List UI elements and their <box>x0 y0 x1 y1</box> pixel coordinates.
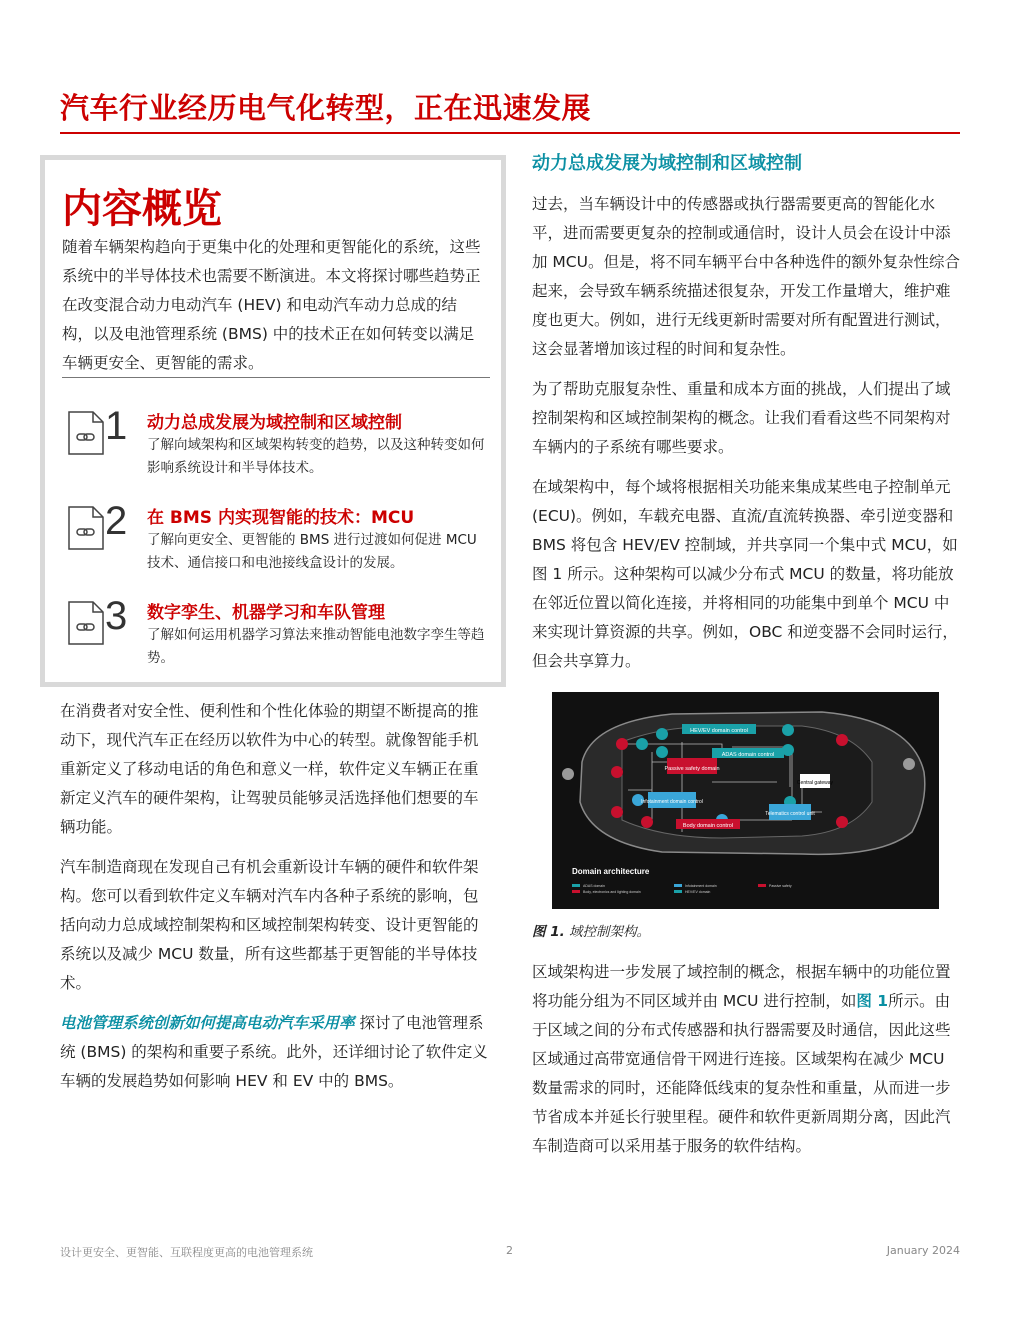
ecu-marker <box>562 768 574 780</box>
figure-link[interactable]: 图 1 <box>856 992 889 1010</box>
page-title: 汽车行业经历电气化转型，正在迅速发展 <box>60 91 592 125</box>
domain-architecture-figure <box>552 692 939 909</box>
overview-body: 随着车辆架构趋向于更集中化的处理和更智能化的系统，这些系统中的半导体技术也需要不断演进。本文将探讨哪些趋势正在改变混合动力电动汽车 (HEV) 和电动汽车动力总成的结构，以及电池管理系统 (BMS) 中的技术正在如何转变以满足车辆更安全、更智能的需求。 <box>62 238 481 372</box>
overview-item-1[interactable] <box>67 404 487 488</box>
legend-entry: ADAS domain <box>583 884 605 888</box>
footer-document-title: 设计更安全、更智能、互联程度更高的电池管理系统 <box>60 1246 313 1259</box>
right-column-continued <box>532 958 960 1172</box>
car-diagram <box>552 692 939 909</box>
document-link-icon <box>67 410 105 456</box>
paragraph: 为了帮助克服复杂性、重量和成本方面的挑战，人们提出了域控制架构和区域控制架构的概念。让我们看看这些不同架构对车辆内的子系统有哪些要求。 <box>532 380 951 456</box>
footer-date: January 2024 <box>886 1244 960 1257</box>
document-link-icon <box>67 600 105 646</box>
paragraph: 区域架构进一步发展了域控制的概念，根据车辆中的功能位置将功能分组为不同区域并由 MCU 进行控制，如图 1所示。由于区域之间的分布式传感器和执行器需要及时通信，因此这些区域通过高带宽通信骨干网进行连接。区域架构在减少 MCU 数量需求的同时，还能降低线束的复杂性和重量，从而进一步节省成本并延长行驶里程。硬件和软件更新周期分离，因此汽车制造商可以采用基于服务的软件结构。 <box>532 963 951 1155</box>
paragraph: 在域架构中，每个域将根据相关功能来集成某些电子控制单元 (ECU)。例如，车载充电器、直流/直流转换器、牵引逆变器和 BMS 将包含 HEV/EV 控制域，并共享同一个集中式 MCU，如图 1 所示。这种架构可以减少分布式 MCU 的数量，将功能放在邻近位置以简化连接，并将相同的功能集中到单个 MCU 中来实现计算资源的共享。例如，OBC 和逆变器不会同时运行，但会共享算力。 <box>532 478 958 670</box>
telematics-label: Telematics control unit <box>765 811 815 817</box>
item-title[interactable]: 在 BMS 内实现智能的技术：MCU <box>147 508 415 528</box>
passive-safety-label: Passive safety domain <box>664 766 720 772</box>
ecu-marker <box>782 724 794 736</box>
ecu-marker <box>641 816 653 828</box>
figure-caption: 图 1. 域控制架构。 <box>532 924 651 940</box>
item-number: 2 <box>105 499 128 543</box>
item-number: 3 <box>105 594 128 638</box>
left-column <box>60 697 488 1107</box>
title-divider <box>60 132 960 134</box>
overview-box <box>40 155 506 687</box>
ecu-marker <box>611 766 623 778</box>
paragraph: 汽车制造商现在发现自己有机会重新设计车辆的硬件和软件架构。您可以看到软件定义车辆对汽车内各种子系统的影响，包括向动力总成域控制架构和区域控制架构转变、设计更智能的系统以及减少 MCU 数量，所有这些都基于更智能的半导体技术。 <box>60 858 479 992</box>
paragraph: 在消费者对安全性、便利性和个性化体验的期望不断提高的推动下，现代汽车正在经历以软件为中心的转型。就像智能手机重新定义了移动电话的角色和意义一样，软件定义车辆正在重新定义汽车的硬件架构，让驾驶员能够灵活选择他们想要的车辆功能。 <box>60 702 479 836</box>
section-heading: 动力总成发展为域控制和区域控制 <box>532 153 802 174</box>
overview-title: 内容概览 <box>62 186 222 232</box>
paragraph: 电池管理系统创新如何提高电动汽车采用率 探讨了电池管理系统 (BMS) 的架构和重要子系统。此外，还详细讨论了软件定义车辆的发展趋势如何影响 HEV 和 EV 中的 BMS。 <box>60 1014 488 1090</box>
hev-domain-label: HEV/EV domain control <box>690 728 748 734</box>
central-gateway-label: Central gateway <box>796 780 834 786</box>
ecu-marker <box>616 738 628 750</box>
item-title[interactable]: 数字孪生、机器学习和车队管理 <box>147 603 385 623</box>
adas-domain-label: ADAS domain control <box>721 752 775 758</box>
overview-divider <box>62 377 490 378</box>
figure-title: Domain architecture <box>572 867 650 876</box>
legend-entry: Infotainment domain <box>685 884 717 888</box>
item-number: 1 <box>105 404 128 448</box>
legend-entry: Passive safety <box>769 884 792 888</box>
ecu-marker <box>656 746 668 758</box>
ecu-marker <box>636 738 648 750</box>
infotainment-label: Infotainment domain control <box>641 799 703 805</box>
item-description: 了解如何运用机器学习算法来推动智能电池数字孪生等趋势。 <box>147 627 485 666</box>
ecu-marker <box>903 758 915 770</box>
article-link[interactable]: 电池管理系统创新如何提高电动汽车采用率 <box>60 1014 355 1032</box>
ecu-marker <box>611 806 623 818</box>
overview-item-3[interactable] <box>67 594 487 678</box>
ecu-marker <box>836 734 848 746</box>
right-column <box>532 150 960 687</box>
overview-item-2[interactable] <box>67 499 487 583</box>
body-domain-label: Body domain control <box>682 823 734 829</box>
legend-entry: Body, electronics and lighting domain <box>583 890 641 894</box>
item-description: 了解向更安全、更智能的 BMS 进行过渡如何促进 MCU 技术、通信接口和电池接线盒设计的发展。 <box>147 532 477 571</box>
legend-entry: HEV/EV domain <box>685 890 711 894</box>
paragraph: 过去，当车辆设计中的传感器或执行器需要更高的智能化水平，进而需要更复杂的控制或通信时，设计人员会在设计中添加 MCU。但是，将不同车辆平台中各种选件的额外复杂性综合起来，会导致车辆系统描述很复杂，开发工作量增大，维护难度也更大。例如，进行无线更新时需要对所有配置进行测试，这会显著增加该过程的时间和复杂性。 <box>532 195 960 358</box>
item-title[interactable]: 动力总成发展为域控制和区域控制 <box>147 413 402 433</box>
ecu-marker <box>656 728 668 740</box>
footer-page-number: 2 <box>506 1244 513 1257</box>
document-link-icon <box>67 505 105 551</box>
ecu-marker <box>836 816 848 828</box>
item-description: 了解向域架构和区域架构转变的趋势，以及这种转变如何影响系统设计和半导体技术。 <box>147 437 485 476</box>
